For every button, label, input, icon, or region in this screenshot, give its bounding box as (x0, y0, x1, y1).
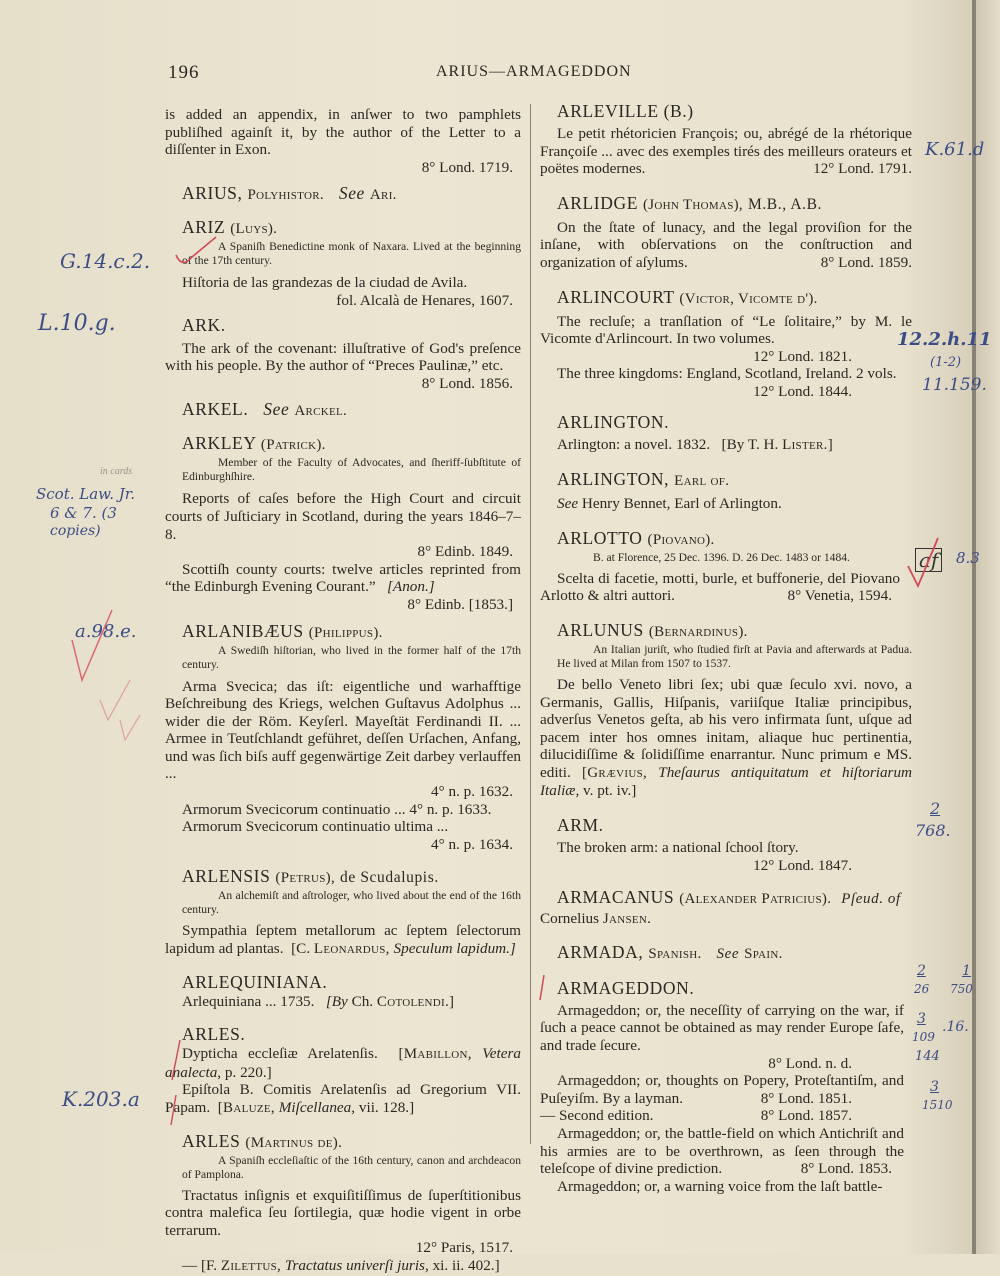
entry-text: Epiſtola B. Comitis Arelatenſis ad Gregorium VII. Papam. [Baluze, Miſcellanea, vii. 128.] (165, 1081, 521, 1116)
running-title: ARIUS—ARMAGEDDON (436, 63, 632, 80)
shelfmark-annotation: 11.159. (922, 375, 987, 395)
imprint: 12° Lond. 1821. (753, 347, 852, 365)
shelfmark-annotation: G.14.c.2. (60, 249, 151, 273)
entry-text: Armageddon; or, the battle-field on which Antichriſt and his armies are to be overthrown, as ſeen through the teleſcope of divine prediction. 8° Lond. 1853. (540, 1125, 904, 1178)
entry-text: Arlington: a novel. 1832. [By T. H. Lister.] (557, 435, 833, 453)
entry-heading: ARMAGEDDON. (557, 977, 695, 998)
shelfmark-annotation: 144 (915, 1049, 940, 1064)
shelfmark-annotation: 12.2.h.11 (897, 329, 992, 350)
check-mark (171, 1040, 180, 1125)
check-mark (72, 610, 112, 680)
entry-note: A Swediſh hiſtorian, who lived in the former half of the 17th century. (182, 643, 521, 671)
shelfmark-annotation: 26 (914, 982, 930, 996)
entry-heading: ARMADA, Spanish. See Spain. (557, 941, 783, 962)
entry-note: A Spaniſh Benedictine monk of Naxara. Lived at the beginning of the 17th century. (182, 240, 521, 268)
imprint: 8° Lond. 1851. (760, 1089, 852, 1107)
entry-heading: ARLENSIS (Petrus), de Scudalupis. (182, 866, 439, 887)
entry-text: The three kingdoms: England, Scotland, Ireland. 2 vols. (557, 365, 897, 383)
shelfmark-box-annotation: af (915, 548, 942, 572)
entry-text: Armageddon; or, a warning voice from the laſt battle- (557, 1177, 883, 1195)
entry-text: De bello Veneto libri ſex; ubi quæ ſeculo xvi. novo, a Germanis, Gallis, Hiſpanis, variiſque Italiæ principibus, adverſus Venetos geſta, ab his vero infirmata ſunt, uſque ad pacem inter hos omnes initam, aliaque huc pertinentia, dilucidiſſime & ſolidiſſime enarrantur. Nunc primum e MS. editi. [Grævius, Theſaurus antiquitatum et hiſtoriarum Italiæ, v. pt. iv.] (540, 675, 913, 800)
entry-heading: ARK. (182, 314, 226, 335)
shelfmark-annotation: 1 (962, 963, 971, 979)
shelfmark-annotation: Scot. Law. Jr. (36, 485, 136, 503)
imprint: 8° Lond. n. d. (768, 1054, 852, 1072)
shelfmark-annotation: 1510 (922, 1098, 953, 1112)
entry-text: Armorum Svecicorum continuatio ... 4° n. p. 1633. (182, 800, 492, 818)
shelfmark-annotation: 750 (950, 982, 973, 996)
shelfmark-annotation: L.10.g. (38, 311, 116, 336)
shelfmark-annotation: copies) (50, 523, 101, 539)
imprint: 4° n. p. 1634. (430, 835, 513, 853)
check-mark (100, 680, 130, 720)
imprint: 12° Lond. 1847. (753, 856, 852, 874)
entry-text: Arlequiniana ... 1735. [By Ch. Cotolendi.] (182, 992, 455, 1010)
entry-heading: ARLES. (182, 1024, 246, 1045)
entry-text: Arma Svecica; das iſt: eigentliche und warhafftige Beſchreibung des Kriegs, welchen Guſtavus Adolphus ... wider die der Röm. Keyſerl. Mayeſtät Ferdinandi II. ... Armee in Teutſchlandt geführet, deſſen Urſachen, Anfang, und was ſich biſs auff gegenwärtige Zeit darbey verlauffen ... (165, 677, 521, 783)
shelfmark-annotation: 109 (912, 1030, 935, 1044)
shelfmark-annotation: K.203.a (62, 1087, 140, 1111)
entry-text: Hiſtoria de las grandezas de la ciudad de Avila. (182, 274, 468, 292)
shelfmark-annotation: a.98.e. (75, 621, 137, 642)
pencil-annotation: in cards (100, 466, 133, 477)
shelfmark-annotation: 768. (915, 821, 951, 840)
imprint: 8° Lond. 1859. (820, 253, 912, 271)
imprint: 12° Lond. 1844. (753, 382, 852, 400)
entry-text: Le petit rhétoricien François; ou, abrégé de la rhétorique Françoiſe ... avec des exemples tirés des meilleurs orateurs et poëtes modernes. 12° Lond. 1791. (540, 125, 912, 178)
entry-heading: ARLEVILLE (B.) (557, 101, 694, 121)
entry-heading: ARLES (Martinus de). (182, 1130, 343, 1151)
imprint: 8° Lond. 1857. (760, 1107, 852, 1125)
entry-heading: ARM. (557, 815, 604, 836)
check-mark (120, 715, 140, 740)
entry-note: B. at Florence, 25 Dec. 1396. D. 26 Dec. 1483 or 1484. (593, 550, 850, 564)
shelfmark-annotation: 2 (930, 799, 941, 818)
check-mark (908, 538, 938, 586)
shelfmark-annotation: K.61.d (925, 139, 985, 160)
imprint: 8° Lond. 1853. (800, 1160, 892, 1178)
imprint: 8° Venetia, 1594. (787, 587, 892, 605)
entry-heading: ARLANIBÆUS (Philippus). (182, 620, 383, 641)
shelfmark-annotation: 8.3 (956, 549, 980, 567)
shelfmark-annotation: (1-2) (930, 355, 962, 370)
shelfmark-annotation: 3 (930, 1079, 939, 1095)
entry-heading: ARLEQUINIANA. (182, 971, 328, 992)
entry-text: is added an appendix, in anſwer to two pamphlets publiſhed againſt it, by the author of the Letter to a diſſenter in Exon. (165, 106, 521, 159)
imprint: 8° Lond. 1719. (421, 158, 513, 176)
entry-heading: ARIUS, Polyhistor. See Ari. (182, 183, 397, 204)
page-number: 196 (168, 62, 200, 83)
shelfmark-annotation: 2 (917, 963, 926, 979)
entry-heading: ARLINGTON, Earl of. (557, 469, 730, 490)
imprint: 4° n. p. 1632. (430, 783, 513, 801)
entry-heading: ARLINCOURT (Victor, Vicomte d'). (557, 286, 818, 307)
entry-text: See Henry Bennet, Earl of Arlington. (557, 495, 782, 513)
imprint: 8° Lond. 1856. (421, 374, 513, 392)
entry-heading: ARMACANUS (Alexander Patricius). Pſeud. of (557, 887, 901, 908)
imprint: 8° Edinb. [1853.] (407, 595, 513, 613)
entry-text: Cornelius Jansen. (540, 910, 652, 928)
entry-text: The ark of the covenant: illuſtrative of God's preſence with his people. By the author of “Preces Paulinæ,” etc. (165, 339, 521, 375)
entry-note: Member of the Faculty of Advocates, and ſheriff-ſubſtitute of Edinburghſhire. (182, 456, 521, 484)
entry-heading: ARIZ (Luys). (182, 217, 278, 238)
entry-note: A Spaniſh eccleſiaſtic of the 16th century, canon and archdeacon of Pamplona. (182, 1153, 521, 1181)
imprint: 8° Edinb. 1849. (417, 543, 513, 561)
entry-heading: ARLIDGE (John Thomas), M.B., A.B. (557, 192, 823, 213)
entry-text: The recluſe; a tranſlation of “Le ſolitaire,” by M. le Vicomte d'Arlincourt. In two volumes. (540, 312, 912, 348)
entry-heading: ARLOTTO (Piovano). (557, 527, 715, 548)
entry-note: An alchemiſt and aſtrologer, who lived about the end of the 16th century. (182, 889, 521, 917)
check-mark (176, 237, 216, 263)
entry-heading: ARKEL. See Arckel. (182, 399, 348, 420)
entry-text: On the ſtate of lunacy, and the legal proviſion for the inſane, with obſervations on the conſtruction and organization of aſylums. 8° Lond. 1859. (540, 218, 912, 271)
imprint: 12° Lond. 1791. (813, 160, 912, 178)
shelfmark-annotation: .16. (942, 1019, 969, 1035)
entry-heading: ARKLEY (Patrick). (182, 433, 326, 454)
entry-text: Dypticha eccleſiæ Arelatenſis. [Mabillon, Vetera analecta, p. 220.] (165, 1045, 522, 1081)
shelfmark-annotation: 3 (917, 1011, 926, 1027)
imprint: 12° Paris, 1517. (415, 1239, 513, 1257)
entry-note: An Italian juriſt, who ſtudied firſt at Pavia and afterwards at Padua. He lived at Milan from 1507 to 1537. (557, 642, 912, 670)
entry-text: Scottiſh county courts: twelve articles reprinted from “the Edinburgh Evening Courant.” [Anon.] (165, 560, 521, 596)
entry-text: Scelta di facetie, motti, burle, et buffonerie, del Piovano Arlotto & altri auttori. 8° Venetia, 1594. (540, 569, 900, 605)
entry-text: Tractatus inſignis et exquiſitiſſimus de ſuperſtitionibus contra malefica ſeu ſortilegia, quæ hodie vigent in orbe terrarum. (165, 1186, 521, 1239)
entry-heading: ARLINGTON. (557, 411, 670, 432)
entry-heading: ARLUNUS (Bernardinus). (557, 619, 748, 640)
shelfmark-annotation: 6 & 7. (3 (50, 504, 117, 522)
entry-text: The broken arm: a national ſchool ſtory. (557, 839, 799, 857)
entry-reference: — [F. Zilettus, Tractatus univerſi juris, xi. ii. 402.] (182, 1256, 500, 1274)
entry-text: Armageddon; or, the neceſſity of carrying on the war, if ſuch a peace cannot be obtained as may render Europe ſafe, and trade ſecure. (540, 1001, 904, 1055)
imprint: fol. Alcalà de Henares, 1607. (336, 291, 513, 309)
entry-text: Armageddon; or, thoughts on Popery, Proteſtantiſm, and Puſeyiſm. By a layman. 8° Lond. 1851. (540, 1072, 904, 1107)
entry-text: Sympathia ſeptem metallorum ac ſeptem ſelectorum lapidum ad plantas. [C. Leonardus, Speculum lapidum.] (165, 922, 521, 958)
entry-text: Reports of caſes before the High Court and circuit courts of Juſticiary in Scotland, during the years 1846–7–8. (165, 490, 521, 543)
entry-text: Armorum Svecicorum continuatio ultima ... (182, 818, 449, 836)
check-mark (540, 975, 544, 1000)
entry-text: — Second edition. 8° Lond. 1857. (540, 1107, 912, 1125)
